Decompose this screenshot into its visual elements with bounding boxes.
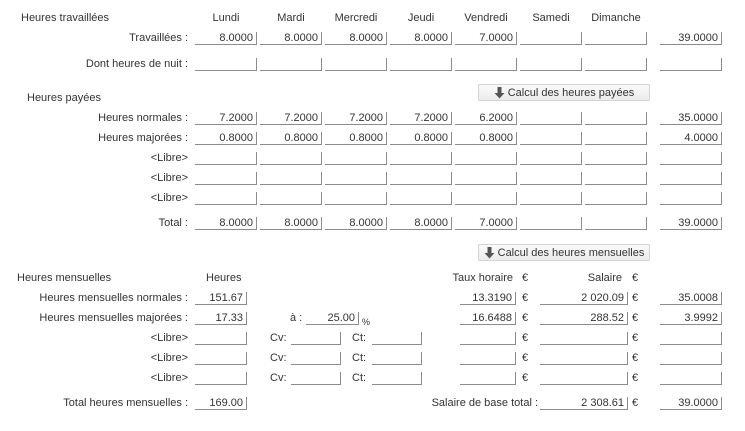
ct-label: Ct: [352,372,367,384]
cv-label: Cv: [270,372,287,384]
free-hours-total[interactable] [660,192,722,205]
free-hours-jeudi[interactable] [390,172,452,185]
total-monthly-hours-field[interactable]: 169.00 [195,397,247,410]
cv-label: Cv: [270,332,287,344]
ct-field[interactable] [372,332,422,345]
base-salary-total-field[interactable]: 2 308.61 [540,397,628,410]
paid-total-row-label: Total : [158,217,188,229]
free-hours-vendredi[interactable] [455,192,517,205]
currency-symbol: € [632,397,639,409]
free-row-label: <Libre> [150,152,188,164]
free-row-label: <Libre> [150,172,188,184]
cv-field[interactable] [291,352,341,365]
worked-hours-jeudi[interactable]: 8.0000 [390,32,452,45]
paid-total-dimanche[interactable] [585,217,647,230]
calc-monthly-hours-label: Calcul des heures mensuelles [497,246,645,259]
free-hours-samedi[interactable] [520,192,582,205]
normal-hours-jeudi[interactable]: 7.2000 [390,112,452,125]
arrow-down-icon [484,247,495,259]
normal-hours-dimanche[interactable] [585,112,647,125]
salary-column-header: Salaire [587,272,622,284]
free-hours-mardi[interactable] [260,152,322,165]
night-hours-lundi[interactable] [195,58,257,71]
currency-symbol: € [522,312,529,324]
monthly-overtime-hours[interactable]: 17.33 [195,312,247,325]
day-header-mercredi: Mercredi [334,12,378,24]
ct-label: Ct: [352,332,367,344]
free-hours-mardi[interactable] [260,172,322,185]
monthly-overtime-row-label: Heures mensuelles majorées : [39,312,188,324]
monthly-overtime-salary[interactable]: 288.52 [540,312,628,325]
rate-a-label: à : [290,312,303,324]
normal-hours-mercredi[interactable]: 7.2000 [325,112,387,125]
monthly-free-hours[interactable] [195,352,247,365]
monthly-normal-row-label: Heures mensuelles normales : [39,292,188,304]
night-hours-total[interactable] [660,58,722,71]
monthly-free-total[interactable] [660,372,722,385]
paid-total-vendredi[interactable]: 7.0000 [455,217,517,230]
free-hours-lundi[interactable] [195,152,257,165]
free-hours-total[interactable] [660,152,722,165]
free-hours-mercredi[interactable] [325,172,387,185]
paid-total-mardi[interactable]: 8.0000 [260,217,322,230]
currency-symbol: € [632,312,639,324]
base-salary-total-label: Salaire de base total : [431,397,538,409]
overtime-percent-field[interactable]: 25.00 [306,312,359,325]
worked-row-label: Travaillées : [129,32,188,44]
paid-total-lundi[interactable]: 8.0000 [195,217,257,230]
day-header-vendredi: Vendredi [464,12,508,24]
free-hours-jeudi[interactable] [390,152,452,165]
currency-symbol: € [522,292,529,304]
monthly-free-rate[interactable] [460,332,516,345]
monthly-free-row-label: <Libre> [150,332,188,344]
monthly-normal-total[interactable]: 35.0008 [660,292,722,305]
percent-sign: % [362,317,371,327]
worked-hours-lundi[interactable]: 8.0000 [195,32,257,45]
worked-hours-mardi[interactable]: 8.0000 [260,32,322,45]
monthly-free-total[interactable] [660,332,722,345]
paid-total-samedi[interactable] [520,217,582,230]
monthly-free-salary[interactable] [540,372,628,385]
worked-hours-vendredi[interactable]: 7.0000 [455,32,517,45]
night-hours-mardi[interactable] [260,58,322,71]
day-header-jeudi: Jeudi [407,12,435,24]
free-hours-dimanche[interactable] [585,192,647,205]
monthly-normal-rate[interactable]: 13.3190 [460,292,516,305]
overtime-hours-dimanche[interactable] [585,132,647,145]
cv-field[interactable] [291,332,341,345]
free-hours-mercredi[interactable] [325,152,387,165]
night-hours-jeudi[interactable] [390,58,452,71]
monthly-free-salary[interactable] [540,332,628,345]
monthly-free-rate[interactable] [460,372,516,385]
free-hours-vendredi[interactable] [455,172,517,185]
currency-symbol: € [632,272,639,284]
night-hours-vendredi[interactable] [455,58,517,71]
grand-total-field[interactable]: 39.0000 [660,397,722,410]
monthly-free-total[interactable] [660,352,722,365]
total-monthly-hours-label: Total heures mensuelles : [63,397,188,409]
monthly-overtime-total[interactable]: 3.9992 [660,312,722,325]
day-header-mardi: Mardi [277,12,305,24]
calc-paid-hours-button[interactable] [478,84,650,101]
calc-monthly-hours-button[interactable] [478,244,650,261]
ct-label: Ct: [352,352,367,364]
monthly-normal-hours[interactable]: 151.67 [195,292,247,305]
worked-hours-mercredi[interactable]: 8.0000 [325,32,387,45]
currency-symbol: € [632,372,639,384]
currency-symbol: € [522,272,529,284]
monthly-normal-salary[interactable]: 2 020.09 [540,292,628,305]
monthly-free-hours[interactable] [195,332,247,345]
free-hours-lundi[interactable] [195,172,257,185]
currency-symbol: € [522,332,529,344]
ct-field[interactable] [372,372,422,385]
monthly-section-title: Heures mensuelles [17,272,112,284]
normal-hours-vendredi[interactable]: 6.2000 [455,112,517,125]
night-hours-samedi[interactable] [520,58,582,71]
paid-total-mercredi[interactable]: 8.0000 [325,217,387,230]
night-hours-dimanche[interactable] [585,58,647,71]
arrow-down-icon [494,87,505,99]
overtime-hours-mardi[interactable]: 0.8000 [260,132,322,145]
worked-hours-samedi[interactable] [520,32,582,45]
paid-section-title: Heures payées [27,92,101,104]
worked-hours-dimanche[interactable] [585,32,647,45]
free-hours-jeudi[interactable] [390,192,452,205]
free-hours-mercredi[interactable] [325,192,387,205]
free-hours-mardi[interactable] [260,192,322,205]
calc-paid-hours-label: Calcul des heures payées [507,86,635,99]
day-header-samedi: Samedi [532,12,570,24]
worked-hours-total[interactable]: 39.0000 [660,32,722,45]
free-hours-samedi[interactable] [520,152,582,165]
overtime-hours-row-label: Heures majorées : [98,132,188,144]
free-hours-vendredi[interactable] [455,152,517,165]
currency-symbol: € [522,372,529,384]
currency-symbol: € [632,292,639,304]
day-header-dimanche: Dimanche [591,12,641,24]
overtime-hours-samedi[interactable] [520,132,582,145]
free-hours-samedi[interactable] [520,172,582,185]
monthly-free-rate[interactable] [460,352,516,365]
night-hours-mercredi[interactable] [325,58,387,71]
ct-field[interactable] [372,352,422,365]
normal-hours-lundi[interactable]: 7.2000 [195,112,257,125]
monthly-overtime-rate[interactable]: 16.6488 [460,312,516,325]
currency-symbol: € [522,352,529,364]
normal-hours-samedi[interactable] [520,112,582,125]
cv-field[interactable] [291,372,341,385]
overtime-hours-mercredi[interactable]: 0.8000 [325,132,387,145]
paid-total-jeudi[interactable]: 8.0000 [390,217,452,230]
normal-hours-row-label: Heures normales : [98,112,188,124]
free-hours-dimanche[interactable] [585,152,647,165]
free-hours-total[interactable] [660,172,722,185]
night-hours-row-label: Dont heures de nuit : [85,58,188,70]
cv-label: Cv: [270,352,287,364]
overtime-hours-total[interactable]: 4.0000 [660,132,722,145]
free-hours-lundi[interactable] [195,192,257,205]
day-header-lundi: Lundi [212,12,240,24]
normal-hours-mardi[interactable]: 7.2000 [260,112,322,125]
monthly-free-row-label: <Libre> [150,372,188,384]
worked-section-title: Heures travaillées [21,12,110,24]
overtime-hours-vendredi[interactable]: 0.8000 [455,132,517,145]
monthly-free-hours[interactable] [195,372,247,385]
hours-column-header: Heures [206,272,242,284]
paid-total-total[interactable]: 39.0000 [660,217,722,230]
currency-symbol: € [632,332,639,344]
overtime-hours-lundi[interactable]: 0.8000 [195,132,257,145]
overtime-hours-jeudi[interactable]: 0.8000 [390,132,452,145]
free-row-label: <Libre> [150,192,188,204]
currency-symbol: € [632,352,639,364]
rate-column-header: Taux horaire [452,272,513,284]
monthly-free-salary[interactable] [540,352,628,365]
normal-hours-total[interactable]: 35.0000 [660,112,722,125]
monthly-free-row-label: <Libre> [150,352,188,364]
free-hours-dimanche[interactable] [585,172,647,185]
